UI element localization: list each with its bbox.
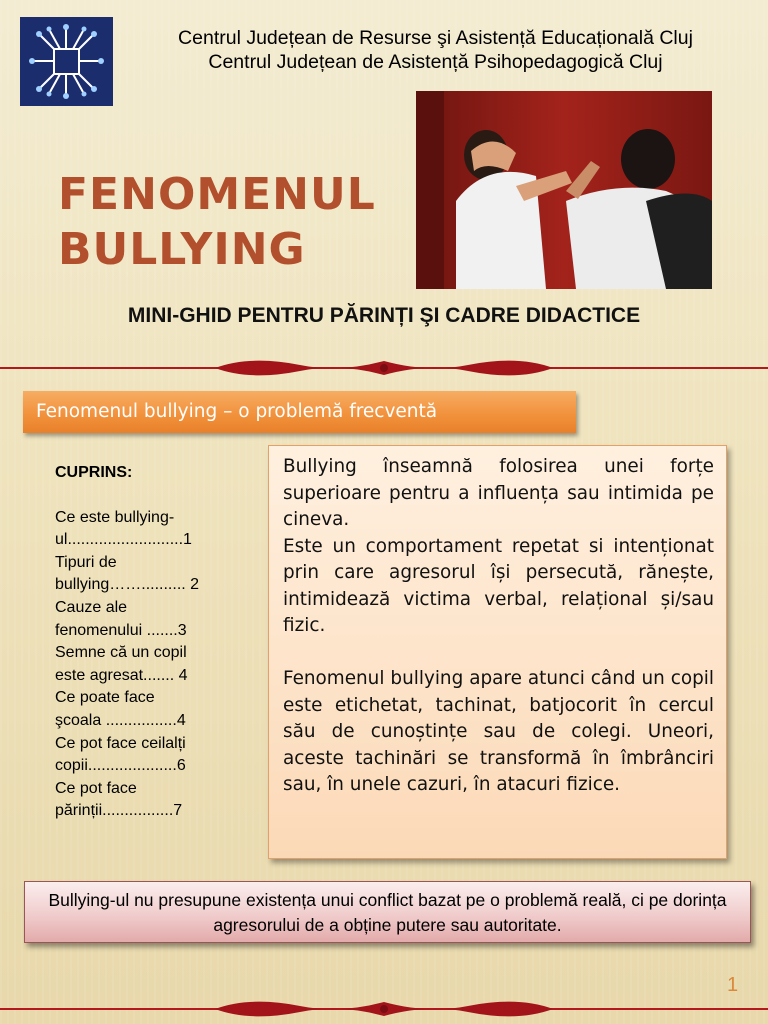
toc-line: Ce este bullying- (55, 508, 175, 526)
toc-line: Ce poate face (55, 689, 155, 707)
table-of-contents (55, 462, 255, 823)
toc-line: fenomenului .......3 (55, 621, 187, 639)
toc-line: copii....................6 (55, 757, 186, 775)
toc-line: părinții................7 (55, 802, 183, 820)
bullying-photo (416, 91, 712, 289)
page-title (58, 167, 376, 277)
body-paragraph-2: Este un comportament repetat si intenționat prin care agresorul își persecută, rănește, intimidează victima verbal, relațional și/sau fizic. (283, 535, 714, 636)
callout-note: Bullying-ul nu presupune existența unui conflict bazat pe o problemă reală, ci pe dorința agresorului de a obține putere sau autoritate. (24, 881, 751, 943)
toc-line: Semne că un copil (55, 644, 187, 662)
toc-line: bullying…….......... 2 (55, 576, 200, 594)
title-line-2: BULLYING (58, 224, 306, 275)
toc-line: Tipuri de (55, 553, 117, 571)
org-line-2: Centrul Județean de Asistență Psihopedagogică Cluj (208, 51, 663, 73)
ornamental-divider-top (0, 353, 768, 383)
subtitle: MINI-GHID PENTRU PĂRINȚI ŞI CADRE DIDACTICE (127, 304, 641, 327)
toc-line: Ce pot face ceilalți (55, 734, 186, 752)
body-paragraph-1: Bullying înseamnă folosirea unei forțe superioare pentru a influența sau intimida pe cineva. (283, 456, 714, 530)
org-line-1: Centrul Județean de Resurse şi Asistență Educațională Cluj (178, 27, 693, 49)
cjrae-logo-icon (20, 17, 113, 106)
organization-header (128, 26, 743, 74)
definition-textbox (268, 445, 727, 859)
ornamental-divider-bottom (0, 994, 768, 1024)
toc-line: Ce pot face (55, 779, 137, 797)
body-paragraph-3: Fenomenul bullying apare atunci când un copil este etichetat, tachinat, batjocorit în cercul său de cunoștințe sau de colegi. Uneori, aceste tachinări se transformă în îmbrânciri sau, în unele cazuri, în atacuri fizice. (283, 668, 714, 795)
toc-line: Cauze ale (55, 598, 128, 616)
section-header: Fenomenul bullying – o problemă frecventă (23, 391, 576, 433)
toc-line: şcoala ................4 (55, 711, 186, 729)
page-number: 1 (727, 974, 739, 996)
title-line-1: FENOMENUL (58, 169, 376, 220)
toc-line: este agresat....... 4 (55, 666, 188, 684)
toc-line: ul..........................1 (55, 531, 192, 549)
toc-heading: CUPRINS: (55, 464, 133, 481)
